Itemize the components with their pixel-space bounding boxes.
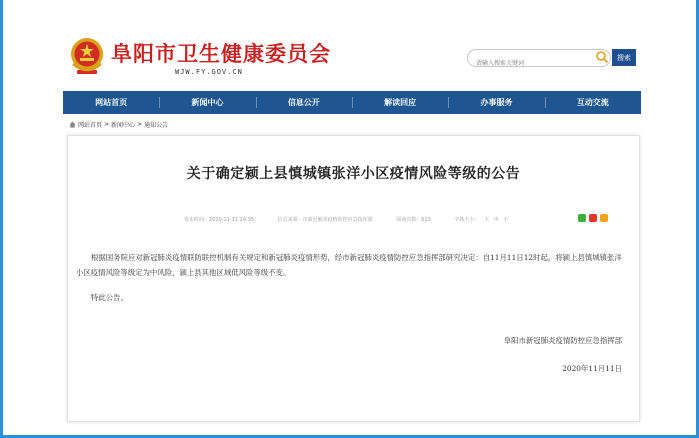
search-box (467, 49, 611, 67)
article-card (67, 135, 640, 422)
search-button[interactable]: 搜索 (612, 49, 636, 66)
nav-item-home[interactable]: 网站首页 (95, 98, 128, 107)
breadcrumb (69, 120, 168, 129)
search-input[interactable] (468, 57, 596, 71)
font-size-label: 字体大小： (454, 217, 480, 223)
signature-org: 阜阳市新冠肺炎疫情防控应急指挥部 (503, 336, 622, 345)
weibo-share-icon[interactable] (589, 214, 597, 222)
breadcrumb-separator: > (104, 121, 110, 128)
article-closing: 特此公告。 (91, 293, 128, 302)
site-url: WJW.FY.GOV.CN (175, 68, 243, 76)
article-paragraph: 根据国务院应对新冠肺炎疫情联防联控机制有关规定和新冠肺炎疫情形势，经市新冠肺炎疫情防控应急指挥部研究决定：自11月11日12时起，将颍上县慎城镇张洋小区疫情风险等级定为中风险，颍上县其他区域低风险等级不变。 (76, 253, 622, 277)
breadcrumb-separator: > (137, 121, 143, 128)
publish-time: 发布时间：2020-11-11 14:35 (184, 217, 255, 223)
nav-item-info-disclosure[interactable]: 信息公开 (256, 91, 352, 114)
site-title[interactable]: 阜阳市卫生健康委员会 (111, 42, 331, 66)
breadcrumb-home[interactable]: 网站首页 (78, 122, 103, 129)
font-size-small[interactable]: 小 (503, 217, 509, 223)
font-size-large[interactable]: 大 (484, 217, 490, 223)
article-content (76, 250, 628, 305)
breadcrumb-news[interactable]: 新闻中心 (111, 122, 136, 129)
qzone-share-icon[interactable] (600, 214, 608, 222)
signature-date: 2020年11月11日 (562, 364, 622, 373)
nav-item-interaction[interactable]: 互动交流 (545, 91, 641, 114)
font-size-medium[interactable]: 中 (493, 217, 499, 223)
home-icon (69, 121, 76, 128)
national-emblem-icon (69, 36, 105, 76)
nav-item-services[interactable]: 办事服务 (448, 91, 544, 114)
share-bar (578, 214, 608, 222)
article-meta (184, 216, 511, 223)
nav-item-news[interactable]: 新闻中心 (159, 91, 255, 114)
nav-item-interpretation[interactable]: 解读回应 (352, 91, 448, 114)
search-icon[interactable] (595, 50, 609, 64)
site-header (63, 30, 643, 88)
view-count: 阅读次数：613 (396, 217, 431, 223)
main-nav (63, 91, 641, 114)
breadcrumb-notices[interactable]: 通知公告 (144, 122, 169, 129)
wechat-share-icon[interactable] (578, 214, 586, 222)
article-title: 关于确定颍上县慎城镇张洋小区疫情风险等级的公告 (186, 166, 521, 182)
info-source: 信息来源：市新冠肺炎疫情防控应急指挥部 (277, 217, 373, 223)
